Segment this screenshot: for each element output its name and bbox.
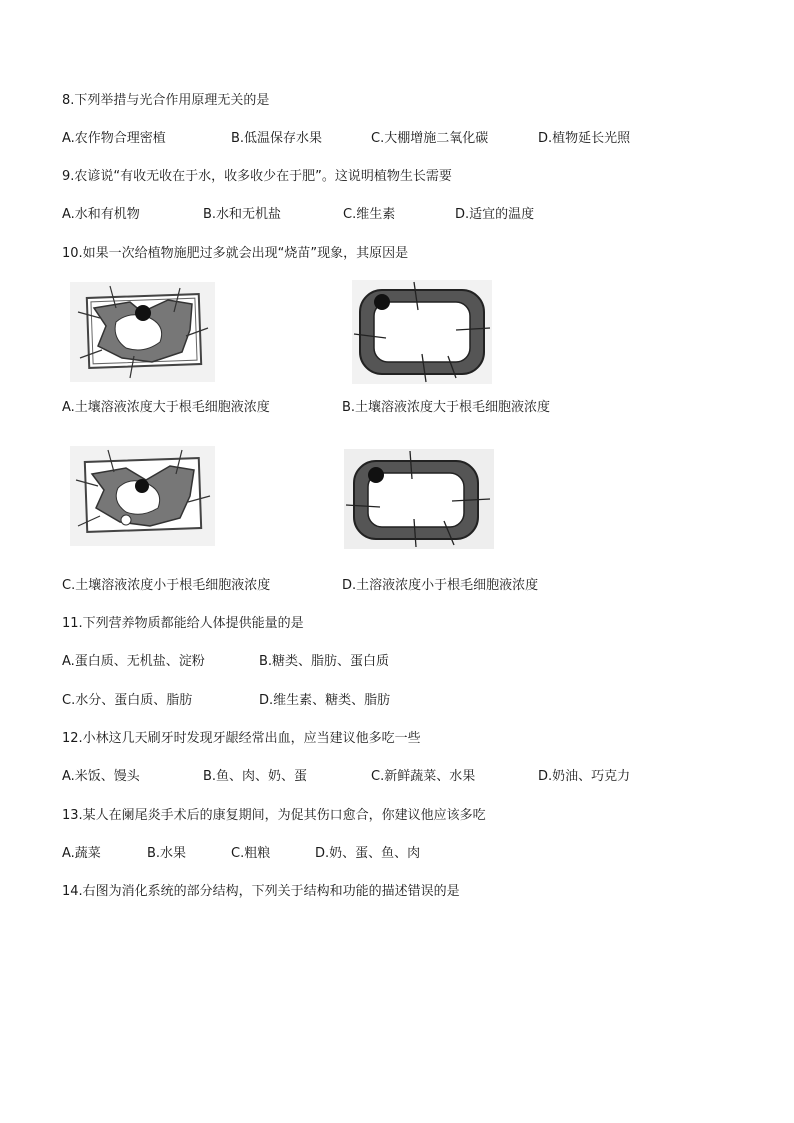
q13-option-c: C.粗粮 <box>231 846 271 861</box>
question-14-stem: 14.右图为消化系统的部分结构，下列关于结构和功能的描述错误的是 <box>62 884 460 899</box>
q10-option-c: C.土壤溶液浓度小于根毛细胞液浓度 <box>62 578 271 593</box>
figure-c-plasmolyzed-cell <box>70 446 215 546</box>
q8-option-a: A.农作物合理密植 <box>62 131 166 146</box>
question-13-stem: 13.某人在阑尾炎手术后的康复期间，为促其伤口愈合，你建议他应该多吃 <box>62 808 486 823</box>
q13-option-b: B.水果 <box>147 846 187 861</box>
q9-option-c: C.维生素 <box>343 207 396 222</box>
figure-b-turgid-cell <box>352 280 492 384</box>
q11-option-a: A.蛋白质、无机盐、淀粉 <box>62 654 205 669</box>
question-8-stem: 8.下列举措与光合作用原理无关的是 <box>62 93 270 108</box>
figure-a-plasmolyzed-cell <box>70 282 215 382</box>
q9-option-d: D.适宜的温度 <box>455 207 535 222</box>
q13-option-d: D.奶、蛋、鱼、肉 <box>315 846 421 861</box>
q10-option-b: B.土壤溶液浓度大于根毛细胞液浓度 <box>342 400 551 415</box>
q8-option-b: B.低温保存水果 <box>231 131 323 146</box>
q10-option-a: A.土壤溶液浓度大于根毛细胞液浓度 <box>62 400 270 415</box>
question-12-stem: 12.小林这几天刷牙时发现牙龈经常出血，应当建议他多吃一些 <box>62 731 421 746</box>
q8-option-c: C.大棚增施二氧化碳 <box>371 131 489 146</box>
q9-option-a: A.水和有机物 <box>62 207 140 222</box>
q12-option-b: B.鱼、肉、奶、蛋 <box>203 769 308 784</box>
question-11-stem: 11.下列营养物质都能给人体提供能量的是 <box>62 616 304 631</box>
q12-option-a: A.米饭、馒头 <box>62 769 140 784</box>
q10-option-d: D.土溶液浓度小于根毛细胞液浓度 <box>342 578 539 593</box>
q12-option-d: D.奶油、巧克力 <box>538 769 631 784</box>
q11-option-c: C.水分、蛋白质、脂肪 <box>62 693 193 708</box>
q11-option-d: D.维生素、糖类、脂肪 <box>259 693 391 708</box>
question-9-stem: 9.农谚说“有收无收在于水，收多收少在于肥”。这说明植物生长需要 <box>62 169 452 184</box>
question-10-stem: 10.如果一次给植物施肥过多就会出现“烧苗”现象，其原因是 <box>62 246 409 261</box>
q11-option-b: B.糖类、脂肪、蛋白质 <box>259 654 390 669</box>
q13-option-a: A.蔬菜 <box>62 846 101 861</box>
q8-option-d: D.植物延长光照 <box>538 131 631 146</box>
q12-option-c: C.新鲜蔬菜、水果 <box>371 769 476 784</box>
figure-d-turgid-cell <box>344 449 494 549</box>
q9-option-b: B.水和无机盐 <box>203 207 282 222</box>
